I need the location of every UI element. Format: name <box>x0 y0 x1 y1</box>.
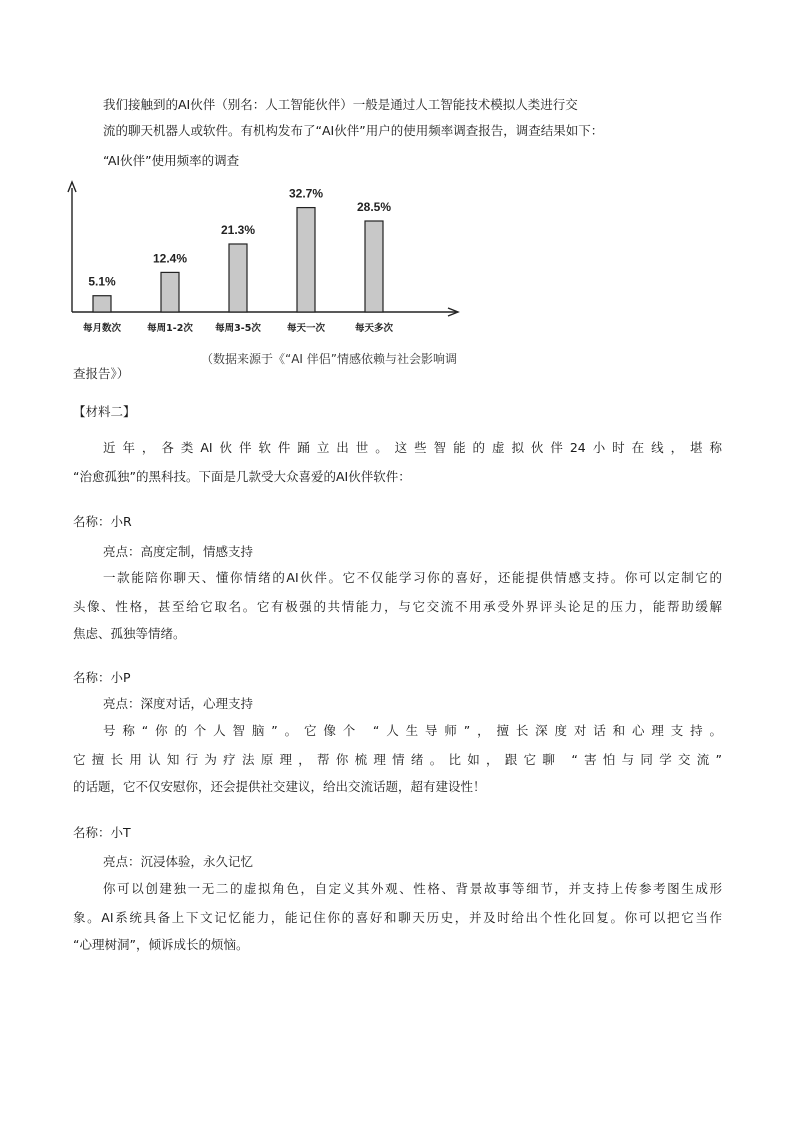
material2-paragraph-line-2: “治愈孤独”的黑科技。下面是几款受大众喜爱的AI伙伴软件： <box>73 469 411 484</box>
chart-source-line-2: 查报告》） <box>73 366 130 381</box>
app-description-line: 它擅长用认知行为疗法原理，帮你梳理情绪。比如，跟它聊 “害怕与同学交流” <box>73 752 722 767</box>
chart-bar <box>365 221 383 312</box>
bar-value-label: 28.5% <box>356 199 392 214</box>
x-tick-label: 每天多次 <box>354 323 394 334</box>
chart-bar <box>229 244 247 312</box>
app-description-line: 的话题，它不仅安慰你，还会提供社交建议，给出交流话题，超有建设性！ <box>73 779 486 794</box>
app-description-line: 号称“你的个人智脑”。它像个 “人生导师”，擅长深度对话和心理支持。 <box>103 723 722 738</box>
app-highlight: 亮点：沉浸体验，永久记忆 <box>103 854 254 869</box>
app-name: 名称：小P <box>73 670 131 685</box>
intro-line-1: 我们接触到的AI伙伴（别名：人工智能伙伴）一般是通过人工智能技术模拟人类进行交 <box>103 97 578 112</box>
material2-heading: 【材料二】 <box>73 404 136 419</box>
app-description-line: 一款能陪你聊天、懂你情绪的AI伙伴。它不仅能学习你的喜好，还能提供情感支持。你可以定制它的 <box>103 570 722 585</box>
app-description-line: 象。AI系统具备上下文记忆能力，能记住你的喜好和聊天历史，并及时给出个性化回复。你可以把它当作 <box>73 910 722 925</box>
app-description-line: 头像、性格，甚至给它取名。它有极强的共情能力，与它交流不用承受外界评头论足的压力，能帮助缓解 <box>73 599 722 614</box>
app-description-line: 你可以创建独一无二的虚拟角色，自定义其外观、性格、背景故事等细节，并支持上传参考图生成形 <box>103 881 722 896</box>
material2-paragraph-line-1: 近年，各类AI伙伴软件踊立出世。这些智能的虚拟伙伴24小时在线，堪称 <box>103 440 722 455</box>
chart-source-line-1: （数据来源于《“AI 伴侣”情感依赖与社会影响调 <box>201 352 457 366</box>
bar-value-label: 21.3% <box>220 222 256 237</box>
app-name: 名称：小T <box>73 825 131 840</box>
x-tick-label: 每天一次 <box>286 323 326 334</box>
app-highlight: 亮点：高度定制，情感支持 <box>103 544 254 559</box>
x-tick-label: 每周3-5次 <box>215 323 261 334</box>
bar-value-label: 32.7% <box>288 186 324 201</box>
app-description-line: “心理树洞”，倾诉成长的烦恼。 <box>73 937 249 952</box>
x-tick-label: 每周1-2次 <box>147 323 193 334</box>
x-tick-label: 每月数次 <box>82 323 122 334</box>
chart-bar <box>93 296 111 312</box>
app-highlight: 亮点：深度对话，心理支持 <box>103 696 254 711</box>
app-name: 名称：小R <box>73 514 132 529</box>
app-description-line: 焦虑、孤独等情绪。 <box>73 626 186 641</box>
chart-bar <box>161 272 179 312</box>
chart-title: “AI伙伴”使用频率的调查 <box>103 153 240 168</box>
intro-line-2: 流的聊天机器人或软件。有机构发布了“AI伙伴”用户的使用频率调查报告，调查结果如下： <box>103 123 604 138</box>
bar-value-label: 12.4% <box>152 251 188 266</box>
bar-value-label: 5.1% <box>88 274 116 289</box>
chart-bar <box>297 208 315 312</box>
